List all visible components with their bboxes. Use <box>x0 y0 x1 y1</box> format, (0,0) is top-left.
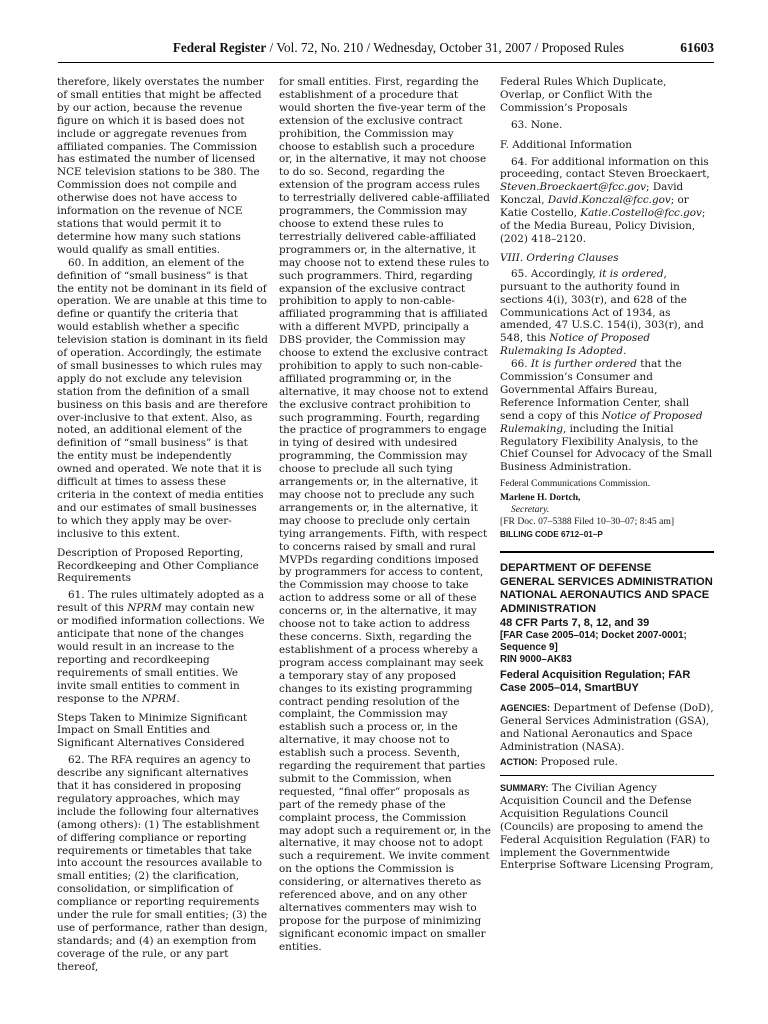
rin-number: RIN 9000–AK83 <box>500 654 572 666</box>
section-heading: Steps Taken to Minimize Significant Impact on Small Entities and Significant Alternatives Considered <box>57 711 248 750</box>
signature-org: Federal Communications Commission. <box>500 478 651 490</box>
text-run: . <box>176 692 180 705</box>
action-paragraph <box>500 756 714 769</box>
signature-title: Secretary. <box>511 504 550 516</box>
email-link[interactable]: David.Konczal@fcc.gov <box>547 194 671 207</box>
far-case: [FAR Case 2005–014; Docket 2007-0001; Sequence 9] <box>500 630 687 654</box>
agency-heading: GENERAL SERVICES ADMINISTRATION <box>500 575 713 588</box>
summary-label: SUMMARY: <box>500 783 549 794</box>
text-run: 64. For additional information on this proceeding, contact Steven Broeckaert, <box>500 155 710 181</box>
agencies-label: AGENCIES: <box>500 703 551 714</box>
agency-heading: NATIONAL AERONAUTICS AND SPACE ADMINISTRATION <box>500 589 710 616</box>
cfr-parts: 48 CFR Parts 7, 8, 12, and 39 <box>500 616 650 629</box>
text-run: 61. The rules ultimately adopted as a result of this <box>57 589 265 615</box>
column-1 <box>57 76 268 974</box>
text-run: ; David Konczal, <box>500 181 684 207</box>
section-heading: Description of Proposed Reporting, Recordkeeping and Other Compliance Requirements <box>57 546 259 585</box>
signature-block <box>500 478 714 541</box>
text-run: ; or Katie Costello, <box>500 194 689 220</box>
paragraph-continued: for small entities. First, regarding the establishment of a procedure that would shorten the five-year term of the extension of the exclusive contract prohibition, the Commission may choose to establish such a procedure or, in the alternative, it may not choose to do so. Second, regarding the extension of the program access rules to terrestrially delivered cable-affiliated programmers, the Commission may choose to extend these rules to terrestrially delivered cable-affiliated programmers or, in the alternative, it may choose not to extend these rules to such programmers. Third, regarding expansion of the exclusive contract prohibition to apply to non-cable-affiliated programming that is affiliated with a different MVPD, principally a DBS provider, the Commission may choose to extend the exclusive contract prohibition to apply to such non-cable-affiliated programming or, in the alternative, it may choose not to extend the exclusive contract prohibition to such programming. Fourth, regarding the practice of programmers to engage in tying of desired with undesired programming, the Commission may choose to preclude all such tying arrangements or, in the alternative, it may choose not to preclude any such arrangements or, in the alternative, it may choose to preclude only certain tying arrangements. Fifth, with respect to concerns raised by small and rural MVPDs regarding conditions imposed by programmers for access to content, the Commission may choose to take action to address some or all of these concerns or, in the alternative, it may choose not to take action to address these concerns. Sixth, regarding the establishment of a process whereby a program access complainant may seek a temporary stay of any proposed changes to its existing programming contract pending resolution of the complaint, the Commission may establish such a process or, in the alternative, it may choose not to establish such a process. Seventh, regarding the requirement that parties submit to the Commission, when requested, “final offer” proposals as part of the remedy phase of the complaint process, the Commission may adopt such a requirement or, in the alternative, it may choose not to adopt such a requirement. We invite comment on the options the Commission is considering, or alternatives thereto as referenced above, and on any other alternatives commenters may wish to propose for the purpose of minimizing significant economic impact on smaller entities. <box>279 76 491 953</box>
section-heading: F. Additional Information <box>500 138 632 151</box>
issue-details: Vol. 72, No. 210 / Wednesday, October 31, 2007 / Proposed Rules <box>276 40 624 55</box>
text-run: that the Commission’s Consumer and Governmental Affairs Bureau, Reference Information Center, shall send a copy of this <box>500 358 690 422</box>
agencies-paragraph <box>500 702 714 754</box>
italic-run: NPRM <box>141 692 177 705</box>
page-header <box>58 40 714 60</box>
summary-rule <box>500 775 714 776</box>
paragraph-61 <box>57 589 268 705</box>
text-run: . <box>623 345 627 358</box>
email-link[interactable]: Steven.Broeckaert@fcc.gov <box>500 181 647 194</box>
paragraph-64 <box>500 156 714 246</box>
section-heading: Federal Rules Which Duplicate, Overlap, or Conflict With the Commission’s Proposals <box>500 76 667 114</box>
fr-doc-line: [FR Doc. 07–5388 Filed 10–30–07; 8:45 am] <box>500 516 675 528</box>
section-divider <box>500 551 714 553</box>
text-run: may contain new or modified information collections. We anticipate that none of the changes would result in an increase to the reporting and recordkeeping requirements of small entities. We invite small entities to comment in response to the <box>57 602 265 705</box>
italic-run: NPRM <box>127 602 162 615</box>
email-link[interactable]: Katie.Costello@fcc.gov <box>580 207 702 220</box>
journal-name: Federal Register <box>172 40 267 55</box>
italic-run: It is further ordered <box>530 358 637 371</box>
action-text: Proposed rule. <box>537 756 618 769</box>
paragraph-65 <box>500 268 714 358</box>
header-rule <box>58 62 714 63</box>
section-heading: VIII. Ordering Clauses <box>500 251 619 264</box>
text-run: ; of the Media Bureau, Policy Division, (202) 418–2120. <box>500 207 706 245</box>
paragraph-continued: therefore, likely overstates the number of small entities that might be affected by our action, because the revenue figure on which it is based does not include or aggregate revenues from affiliated companies. The Commission has estimated the number of licensed NCE television stations to be 380. The Commission does not compile and otherwise does not have access to information on the revenue of NCE stations that would permit it to determine how many such stations would qualify as small entities. <box>57 76 264 256</box>
agency-heading: DEPARTMENT OF DEFENSE <box>500 562 652 575</box>
summary-text: The Civilian Agency Acquisition Council and the Defense Acquisition Regulations Council (Councils) are proposing to amend the Federal Acquisition Regulation (FAR) to implement the Governmentwide Enterprise Software Licensing Program, <box>500 782 714 872</box>
text-run: , including the Initial Regulatory Flexibility Analysis, to the Chief Counsel for Advocacy of the Small Business Administration. <box>500 422 713 474</box>
signature-name: Marlene H. Dortch, <box>500 492 581 504</box>
billing-code: BILLING CODE 6712–01–P <box>500 530 603 540</box>
column-2 <box>279 76 491 954</box>
paragraph-62: 62. The RFA requires an agency to describe any significant alternatives that it has considered in proposing regulatory approaches, which may include the following four alternatives (among others): (1) The establishment of differing compliance or reporting requirements or timetables that take into account the resources available to small entities; (2) the clarification, consolidation, or simplification of compliance or reporting requirements under the rule for small entities; (3) the use of performance, rather than design, standards; and (4) an exemption from coverage of the rule, or any part thereof, <box>57 754 268 973</box>
text-run: 66. <box>511 358 531 371</box>
summary-paragraph <box>500 782 714 872</box>
paragraph-63: 63. None. <box>511 118 563 131</box>
agencies-text: Department of Defense (DoD), General Services Administration (GSA), and National Aeronautics and Space Administration (NASA). <box>500 702 714 754</box>
italic-run: it is ordered <box>598 267 664 280</box>
text-run: 65. Accordingly, <box>511 267 599 280</box>
rule-title: Federal Acquisition Regulation; FAR Case 2005–014, SmartBUY <box>500 668 691 695</box>
paragraph-60: 60. In addition, an element of the definition of “small business” is that the entity not be dominant in its field of operation. We are unable at this time to define or quantify the criteria that would establish whether a specific television station is dominant in its field of operation. Accordingly, the estimate of small businesses to which rules may apply do not exclude any television station from the definition of a small business on this basis and are therefore over-inclusive to that extent. Also, as noted, an additional element of the definition of “small business” is that the entity must be independently owned and operated. We note that it is difficult at times to assess these criteria in the context of media entities and our estimates of small businesses to which they apply may be over-inclusive to this extent. <box>57 256 268 540</box>
italic-run: Notice of Proposed Rulemaking Is Adopted <box>500 332 651 358</box>
page-number: 61603 <box>680 40 714 55</box>
action-label: ACTION: <box>500 757 538 768</box>
paragraph-66 <box>500 358 714 474</box>
header-citation: Federal Register / Vol. 72, No. 210 / Wednesday, October 31, 2007 / Proposed Rules <box>172 40 624 55</box>
column-3 <box>500 76 714 872</box>
text-run: , pursuant to the authority found in sections 4(i), 303(r), and 628 of the Communications Act of 1934, as amended, 47 U.S.C. 154(i), 303(r), and 548, this <box>500 267 704 345</box>
italic-run: Notice of Proposed Rulemaking <box>500 409 703 435</box>
